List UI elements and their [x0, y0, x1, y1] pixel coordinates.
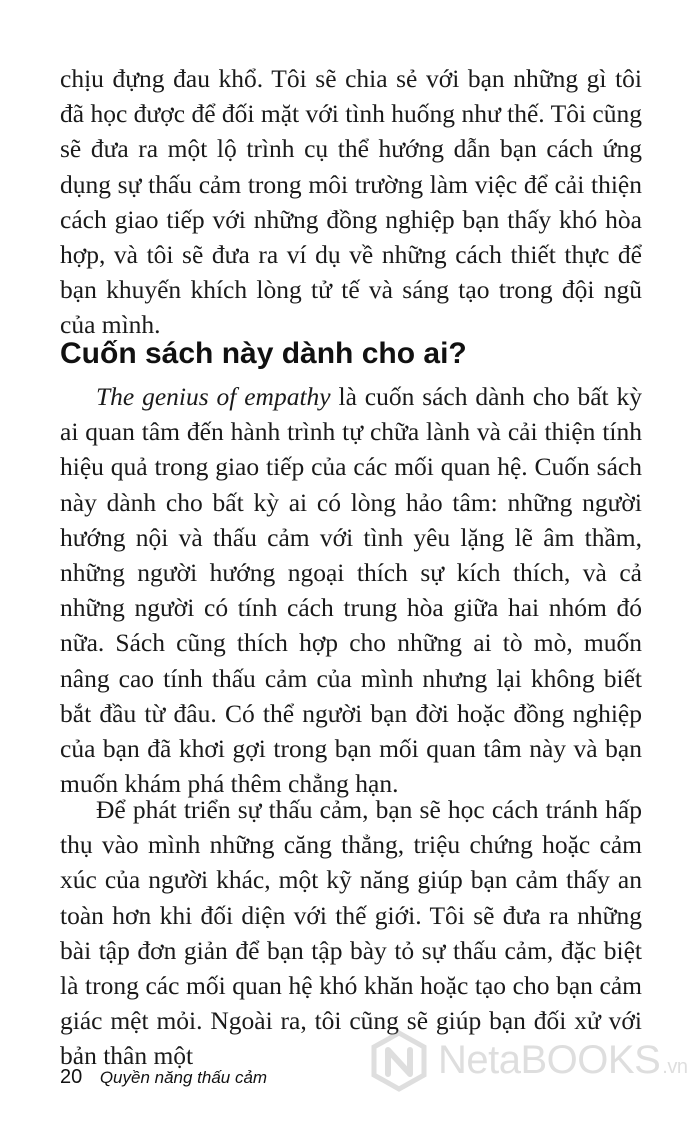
paragraph-intro: chịu đựng đau khổ. Tôi sẽ chia sẻ với bạn những gì tôi đã học được để đối mặt với tình huống như thế. Tôi cũng sẽ đưa ra một lộ trình cụ thể hướng dẫn bạn cách ứng dụng sự thấu cảm trong môi trường làm việc để cải thiện cách giao tiếp với những đồng nghiệp bạn thấy khó hòa hợp, và tôi sẽ đưa ra ví dụ về những cách thiết thực để bạn khuyến khích lòng tử tế và sáng tạo trong đội ngũ của mình.	[60, 64, 642, 340]
watermark-text: NetaBOOKS .vn	[438, 1038, 688, 1082]
netabooks-logo-icon	[368, 1030, 430, 1092]
paragraph-skills: Để phát triển sự thấu cảm, bạn sẽ học cách tránh hấp thụ vào mình những căng thẳng, triệu chứng hoặc cảm xúc của người khác, một kỹ năng giúp bạn cảm thấy an toàn hơn khi đối diện với thế giới. Tôi sẽ đưa ra những bài tập đơn giản để bạn tập bày tỏ sự thấu cảm, đặc biệt là trong các mối quan hệ khó khăn hoặc tạo cho bạn cảm giác mệt mỏi. Ngoài ra, tôi cũng sẽ giúp bạn đối xử với bản thân một	[60, 795, 642, 1071]
page-number: 20	[60, 1066, 83, 1088]
paragraph-audience	[60, 379, 642, 801]
paragraph-audience-text: là cuốn sách dành cho bất kỳ ai quan tâm đến hành trình tự chữa lành và cải thiện tính hiệu quả trong giao tiếp của các mối quan hệ. Cuốn sách này dành cho bất kỳ ai có lòng hảo tâm: những người hướng nội và thấu cảm với tình yêu lặng lẽ âm thầm, những người hướng ngoại thích sự kích thích, và cả những người có tính cách trung hòa giữa hai nhóm đó nữa. Sách cũng thích hợp cho những ai tò mò, muốn nâng cao tính thấu cảm của mình nhưng lại không biết bắt đầu từ đâu. Có thể người bạn đời hoặc đồng nghiệp của bạn đã khơi gợi trong bạn mối quan tâm này và bạn muốn khám phá thêm chẳng hạn.	[60, 382, 642, 799]
running-title: Quyền năng thấu cảm	[99, 1068, 268, 1087]
section-heading: Cuốn sách này dành cho ai?	[60, 337, 467, 370]
page-footer	[60, 1064, 267, 1091]
book-title-italic: The genius of empathy	[96, 382, 331, 411]
netabooks-watermark	[368, 1022, 688, 1102]
